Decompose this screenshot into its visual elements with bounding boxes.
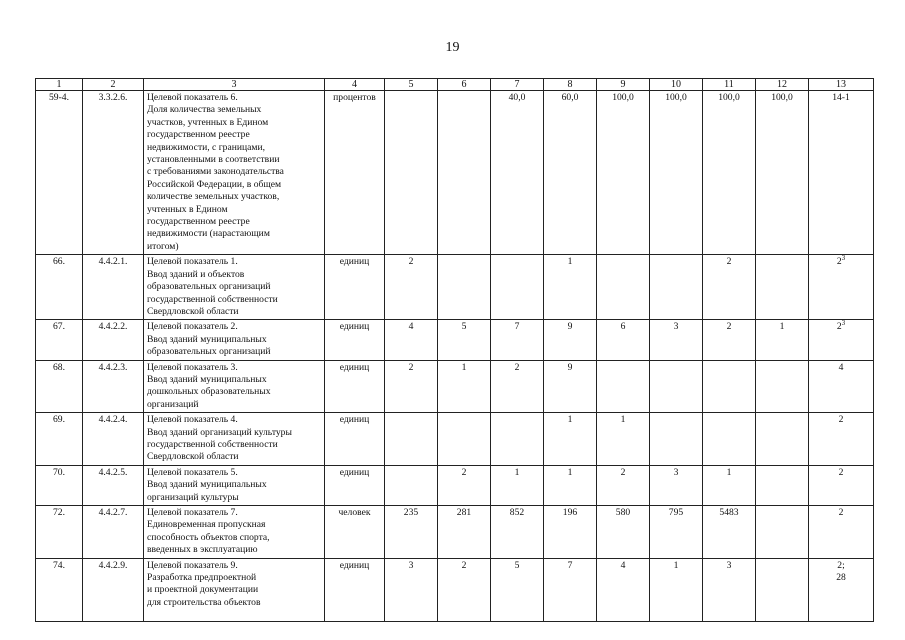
- value-cell: [703, 360, 756, 413]
- value-cell: 100,0: [756, 91, 809, 255]
- row-number-cell: 59-4.: [36, 91, 83, 255]
- column-header-10: 10: [650, 79, 703, 91]
- value-cell: [756, 558, 809, 621]
- header-row: [36, 79, 874, 91]
- reference-text: 2: [836, 256, 842, 268]
- indicator-name-cell: Целевой показатель 7. Единовременная пропускная способность объектов спорта, введенных в эксплуатацию: [144, 506, 325, 559]
- value-cell: 4: [597, 558, 650, 621]
- reference-superscript: 3: [841, 319, 846, 328]
- reference-text: 2: [838, 414, 844, 426]
- row-number-cell: 66.: [36, 255, 83, 320]
- value-cell: 2: [438, 465, 491, 505]
- indicator-name-cell: Целевой показатель 1. Ввод зданий и объектов образовательных организаций государственной собственности Свердловской области: [144, 255, 325, 320]
- value-cell: [756, 255, 809, 320]
- value-cell: 100,0: [597, 91, 650, 255]
- value-cell: [385, 465, 438, 505]
- unit-cell: единиц: [325, 320, 385, 360]
- value-cell: 1: [438, 360, 491, 413]
- reference-cell: [809, 320, 874, 360]
- table-row: [36, 255, 874, 320]
- table-row: [36, 413, 874, 466]
- indicator-name-cell: Целевой показатель 6. Доля количества земельных участков, учтенных в Едином государственном реестре недвижимости, с границами, установленными в соответствии с требованиями законодательства Российской Федерации, в общем количестве земельных участков, учтенных в Едином государственном реестре недвижимости (нарастающим итогом): [144, 91, 325, 255]
- unit-cell: человек: [325, 506, 385, 559]
- value-cell: 795: [650, 506, 703, 559]
- value-cell: [597, 255, 650, 320]
- reference-cell: [809, 413, 874, 466]
- column-header-13: 13: [809, 79, 874, 91]
- value-cell: [597, 360, 650, 413]
- unit-cell: единиц: [325, 465, 385, 505]
- reference-text: 2; 28: [836, 559, 846, 584]
- value-cell: 2: [597, 465, 650, 505]
- value-cell: 281: [438, 506, 491, 559]
- column-header-5: 5: [385, 79, 438, 91]
- column-header-3: 3: [144, 79, 325, 91]
- reference-text: 4: [838, 361, 844, 373]
- row-code-cell: 4.4.2.7.: [83, 506, 144, 559]
- value-cell: [438, 255, 491, 320]
- table-row: [36, 360, 874, 413]
- reference-cell: [809, 506, 874, 559]
- value-cell: 1: [756, 320, 809, 360]
- reference-text: 14-1: [832, 92, 850, 103]
- row-number-cell: 74.: [36, 558, 83, 621]
- reference-text: 2: [838, 466, 844, 478]
- value-cell: 1: [597, 413, 650, 466]
- row-code-cell: 4.4.2.5.: [83, 465, 144, 505]
- reference-cell: [809, 360, 874, 413]
- value-cell: [756, 360, 809, 413]
- value-cell: 3: [385, 558, 438, 621]
- value-cell: 6: [597, 320, 650, 360]
- value-cell: 1: [491, 465, 544, 505]
- reference-text: 2: [838, 507, 844, 518]
- unit-cell: единиц: [325, 558, 385, 621]
- row-code-cell: 4.4.2.4.: [83, 413, 144, 466]
- reference-cell: [809, 255, 874, 320]
- value-cell: 1: [703, 465, 756, 505]
- value-cell: [385, 413, 438, 466]
- value-cell: 5: [438, 320, 491, 360]
- value-cell: [491, 413, 544, 466]
- value-cell: [756, 413, 809, 466]
- unit-cell: процентов: [325, 91, 385, 255]
- value-cell: 580: [597, 506, 650, 559]
- value-cell: 852: [491, 506, 544, 559]
- indicators-table: [35, 78, 874, 622]
- value-cell: 100,0: [650, 91, 703, 255]
- row-code-cell: 4.4.2.2.: [83, 320, 144, 360]
- row-code-cell: 4.4.2.3.: [83, 360, 144, 413]
- column-header-7: 7: [491, 79, 544, 91]
- indicator-name-cell: Целевой показатель 5. Ввод зданий муниципальных организаций культуры: [144, 465, 325, 505]
- row-code-cell: 4.4.2.9.: [83, 558, 144, 621]
- indicator-name-cell: Целевой показатель 2. Ввод зданий муниципальных образовательных организаций: [144, 320, 325, 360]
- value-cell: [491, 255, 544, 320]
- value-cell: 60,0: [544, 91, 597, 255]
- unit-cell: единиц: [325, 255, 385, 320]
- value-cell: 2: [438, 558, 491, 621]
- value-cell: 3: [650, 465, 703, 505]
- column-header-2: 2: [83, 79, 144, 91]
- value-cell: [438, 91, 491, 255]
- value-cell: 7: [491, 320, 544, 360]
- value-cell: 4: [385, 320, 438, 360]
- value-cell: 100,0: [703, 91, 756, 255]
- value-cell: [438, 413, 491, 466]
- row-number-cell: 70.: [36, 465, 83, 505]
- table-row: [36, 506, 874, 559]
- value-cell: 196: [544, 506, 597, 559]
- value-cell: 1: [544, 465, 597, 505]
- value-cell: 5483: [703, 506, 756, 559]
- column-header-8: 8: [544, 79, 597, 91]
- value-cell: 2: [385, 255, 438, 320]
- row-number-cell: 69.: [36, 413, 83, 466]
- reference-superscript: 3: [841, 254, 846, 263]
- value-cell: 9: [544, 320, 597, 360]
- table-row: [36, 91, 874, 255]
- value-cell: [385, 91, 438, 255]
- column-header-11: 11: [703, 79, 756, 91]
- value-cell: 40,0: [491, 91, 544, 255]
- value-cell: 2: [703, 320, 756, 360]
- column-header-12: 12: [756, 79, 809, 91]
- value-cell: 7: [544, 558, 597, 621]
- table-row: [36, 558, 874, 621]
- reference-cell: [809, 465, 874, 505]
- value-cell: 2: [703, 255, 756, 320]
- row-number-cell: 68.: [36, 360, 83, 413]
- row-code-cell: 3.3.2.6.: [83, 91, 144, 255]
- column-header-9: 9: [597, 79, 650, 91]
- value-cell: [756, 465, 809, 505]
- indicator-name-cell: Целевой показатель 3. Ввод зданий муниципальных дошкольных образовательных организаций: [144, 360, 325, 413]
- value-cell: 5: [491, 558, 544, 621]
- column-header-1: 1: [36, 79, 83, 91]
- value-cell: 2: [491, 360, 544, 413]
- row-code-cell: 4.4.2.1.: [83, 255, 144, 320]
- value-cell: 3: [650, 320, 703, 360]
- value-cell: [650, 255, 703, 320]
- column-header-6: 6: [438, 79, 491, 91]
- reference-text: 2: [836, 321, 842, 333]
- table-row: [36, 465, 874, 505]
- value-cell: [650, 413, 703, 466]
- table-row: [36, 320, 874, 360]
- unit-cell: единиц: [325, 360, 385, 413]
- row-number-cell: 67.: [36, 320, 83, 360]
- value-cell: [703, 413, 756, 466]
- reference-cell: [809, 558, 874, 621]
- reference-cell: [809, 91, 874, 255]
- value-cell: 1: [650, 558, 703, 621]
- value-cell: [756, 506, 809, 559]
- page-number: 19: [445, 40, 460, 55]
- value-cell: 3: [703, 558, 756, 621]
- value-cell: 235: [385, 506, 438, 559]
- indicator-name-cell: Целевой показатель 9. Разработка предпроектной и проектной документации для строительства объектов: [144, 558, 325, 621]
- value-cell: 2: [385, 360, 438, 413]
- value-cell: 1: [544, 413, 597, 466]
- value-cell: [650, 360, 703, 413]
- value-cell: 1: [544, 255, 597, 320]
- value-cell: 9: [544, 360, 597, 413]
- row-number-cell: 72.: [36, 506, 83, 559]
- indicator-name-cell: Целевой показатель 4. Ввод зданий организаций культуры государственной собственности Свердловской области: [144, 413, 325, 466]
- unit-cell: единиц: [325, 413, 385, 466]
- column-header-4: 4: [325, 79, 385, 91]
